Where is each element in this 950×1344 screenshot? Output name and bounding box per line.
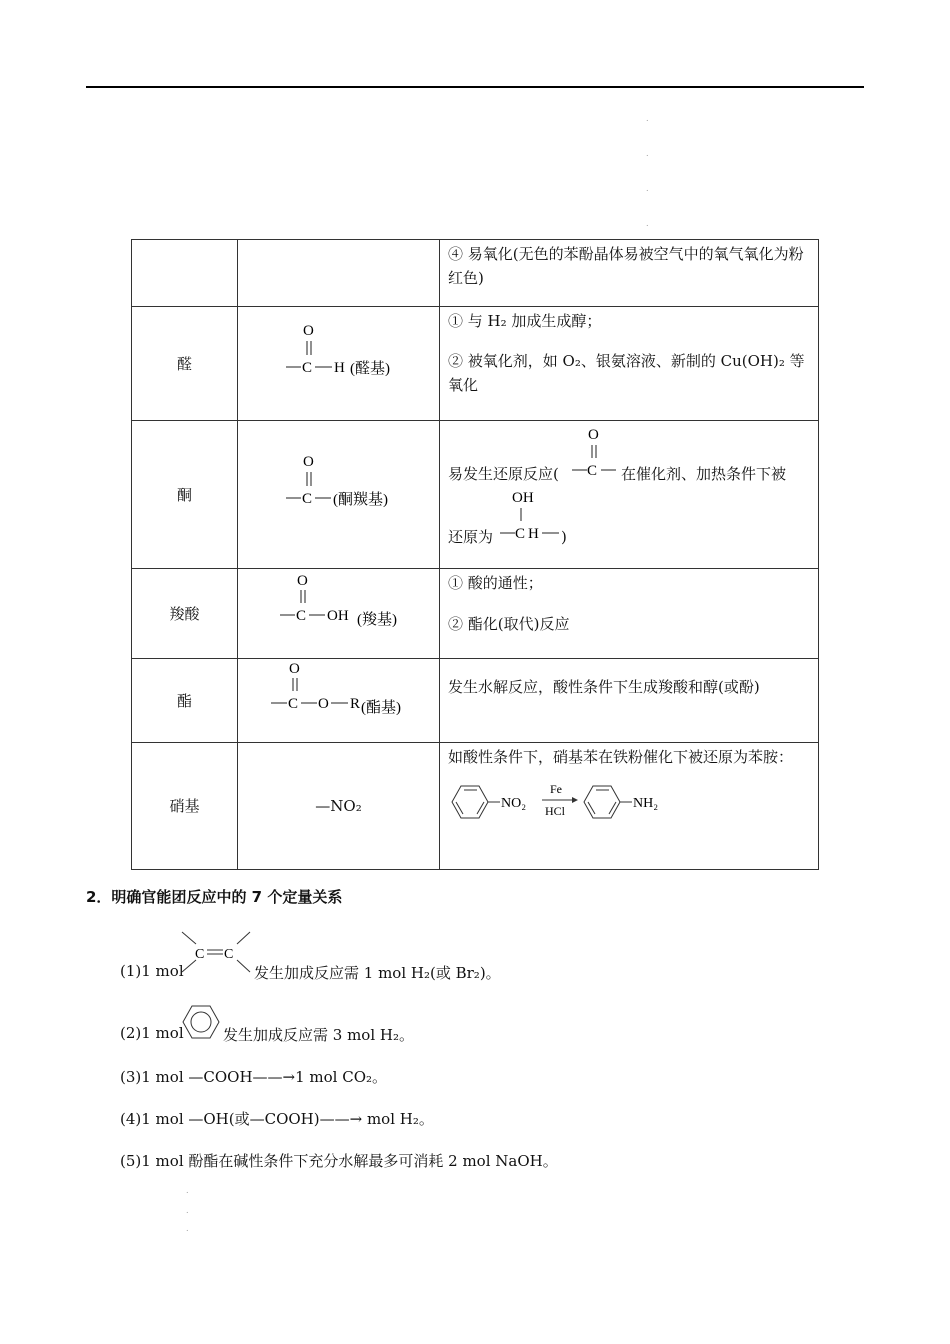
ester-structure-icon (238, 659, 439, 735)
nitrobenzene-reduction-icon (448, 773, 688, 829)
list-item (120, 962, 184, 980)
svg-text:C: C (195, 947, 205, 962)
header-rule (86, 86, 864, 88)
dot-mark: . (186, 1206, 189, 1215)
group-structure (238, 421, 440, 569)
group-properties (440, 307, 819, 421)
svg-text:O: O (297, 573, 308, 589)
group-structure: —NO₂ (238, 743, 440, 870)
table-row (132, 569, 819, 659)
structure-label: (酯基) (361, 700, 401, 716)
property-text: 易发生还原反应( (448, 465, 559, 483)
table-row (132, 743, 819, 870)
svg-text:C: C (288, 696, 299, 712)
group-name (132, 240, 238, 307)
group-name: 硝基 (132, 743, 238, 870)
benzene-icon (181, 1002, 221, 1042)
functional-group-table (131, 239, 819, 870)
svg-text:OH: OH (327, 608, 349, 624)
group-name: 醛 (132, 307, 238, 421)
svg-text:O: O (289, 661, 300, 677)
group-name: 酯 (132, 659, 238, 743)
svg-text:C: C (302, 491, 313, 507)
svg-text:C: C (515, 526, 526, 542)
structure-label: (醛基) (350, 361, 390, 377)
property-text: 还原为 (448, 528, 494, 546)
svg-text:H: H (528, 526, 539, 542)
svg-text:R: R (350, 696, 361, 712)
item-suffix: 发生加成反应需 3 mol H₂。 (223, 1026, 414, 1044)
item-prefix: (2)1 mol (120, 1024, 184, 1042)
list-item: (3)1 mol —COOH——→1 mol CO₂。 (120, 1068, 388, 1086)
section-heading: 2．明确官能团反应中的 7 个定量关系 (86, 888, 343, 906)
group-properties (440, 421, 819, 569)
alkene-icon (180, 928, 254, 978)
reactant-label: NO₂ (501, 796, 527, 811)
dot-mark: . (646, 184, 649, 193)
list-item: (5)1 mol 酚酯在碱性条件下充分水解最多可消耗 2 mol NaOH。 (120, 1152, 558, 1170)
property-line: ④ 易氧化(无色的苯酚晶体易被空气中的氧气氧化为粉红色) (448, 245, 804, 287)
group-structure (238, 569, 440, 659)
svg-text:O: O (303, 323, 314, 339)
carboxyl-structure-icon (238, 569, 439, 651)
dot-mark: . (186, 1186, 189, 1195)
property-line: 发生水解反应，酸性条件下生成羧酸和醇(或酚) (448, 678, 760, 696)
dot-mark: . (646, 114, 649, 123)
property-text: 在催化剂、加热条件下被 (621, 465, 787, 483)
table-row (132, 307, 819, 421)
group-structure (238, 240, 440, 307)
svg-text:O: O (303, 454, 314, 470)
property-line: 如酸性条件下，硝基苯在铁粉催化下被还原为苯胺： (448, 748, 794, 766)
list-item (120, 1024, 184, 1042)
property-text: ) (561, 528, 567, 546)
reagent-top: Fe (550, 782, 562, 796)
item-suffix: 发生加成反应需 1 mol H₂(或 Br₂)。 (254, 964, 501, 982)
group-structure (238, 659, 440, 743)
property-line: ① 与 H₂ 加成生成醇； (448, 312, 602, 330)
table-row (132, 421, 819, 569)
svg-text:OH: OH (512, 490, 534, 506)
reagent-bottom: HCl (545, 804, 566, 818)
dot-mark: . (646, 149, 649, 158)
structure-label: (羧基) (357, 612, 397, 628)
svg-text:H: H (334, 360, 345, 376)
svg-text:O: O (588, 427, 599, 443)
property-line: ② 酯化(取代)反应 (448, 615, 570, 633)
svg-text:C: C (587, 463, 598, 479)
svg-text:C: C (302, 360, 313, 376)
group-structure (238, 307, 440, 421)
property-line: ① 酸的通性； (448, 574, 543, 592)
property-line: ② 被氧化剂，如 O₂、银氨溶液、新制的 Cu(OH)₂ 等氧化 (448, 352, 805, 394)
group-name: 酮 (132, 421, 238, 569)
table-row (132, 659, 819, 743)
group-properties (440, 240, 819, 307)
product-label: NH₂ (633, 796, 659, 811)
svg-text:C: C (296, 608, 307, 624)
ketone-structure-icon (238, 421, 439, 561)
dot-mark: . (646, 219, 649, 228)
list-item: (4)1 mol —OH(或—COOH)——→ mol H₂。 (120, 1110, 434, 1128)
group-name: 羧酸 (132, 569, 238, 659)
group-properties (440, 659, 819, 743)
structure-label: (酮羰基) (333, 492, 388, 508)
group-properties (440, 743, 819, 870)
table-row (132, 240, 819, 307)
item-prefix: (1)1 mol (120, 962, 184, 980)
ketone-reaction-icon (448, 423, 818, 559)
aldehyde-structure-icon (238, 307, 439, 413)
svg-text:C: C (224, 947, 234, 962)
group-properties (440, 569, 819, 659)
dot-mark: . (186, 1224, 189, 1233)
svg-text:O: O (318, 696, 329, 712)
